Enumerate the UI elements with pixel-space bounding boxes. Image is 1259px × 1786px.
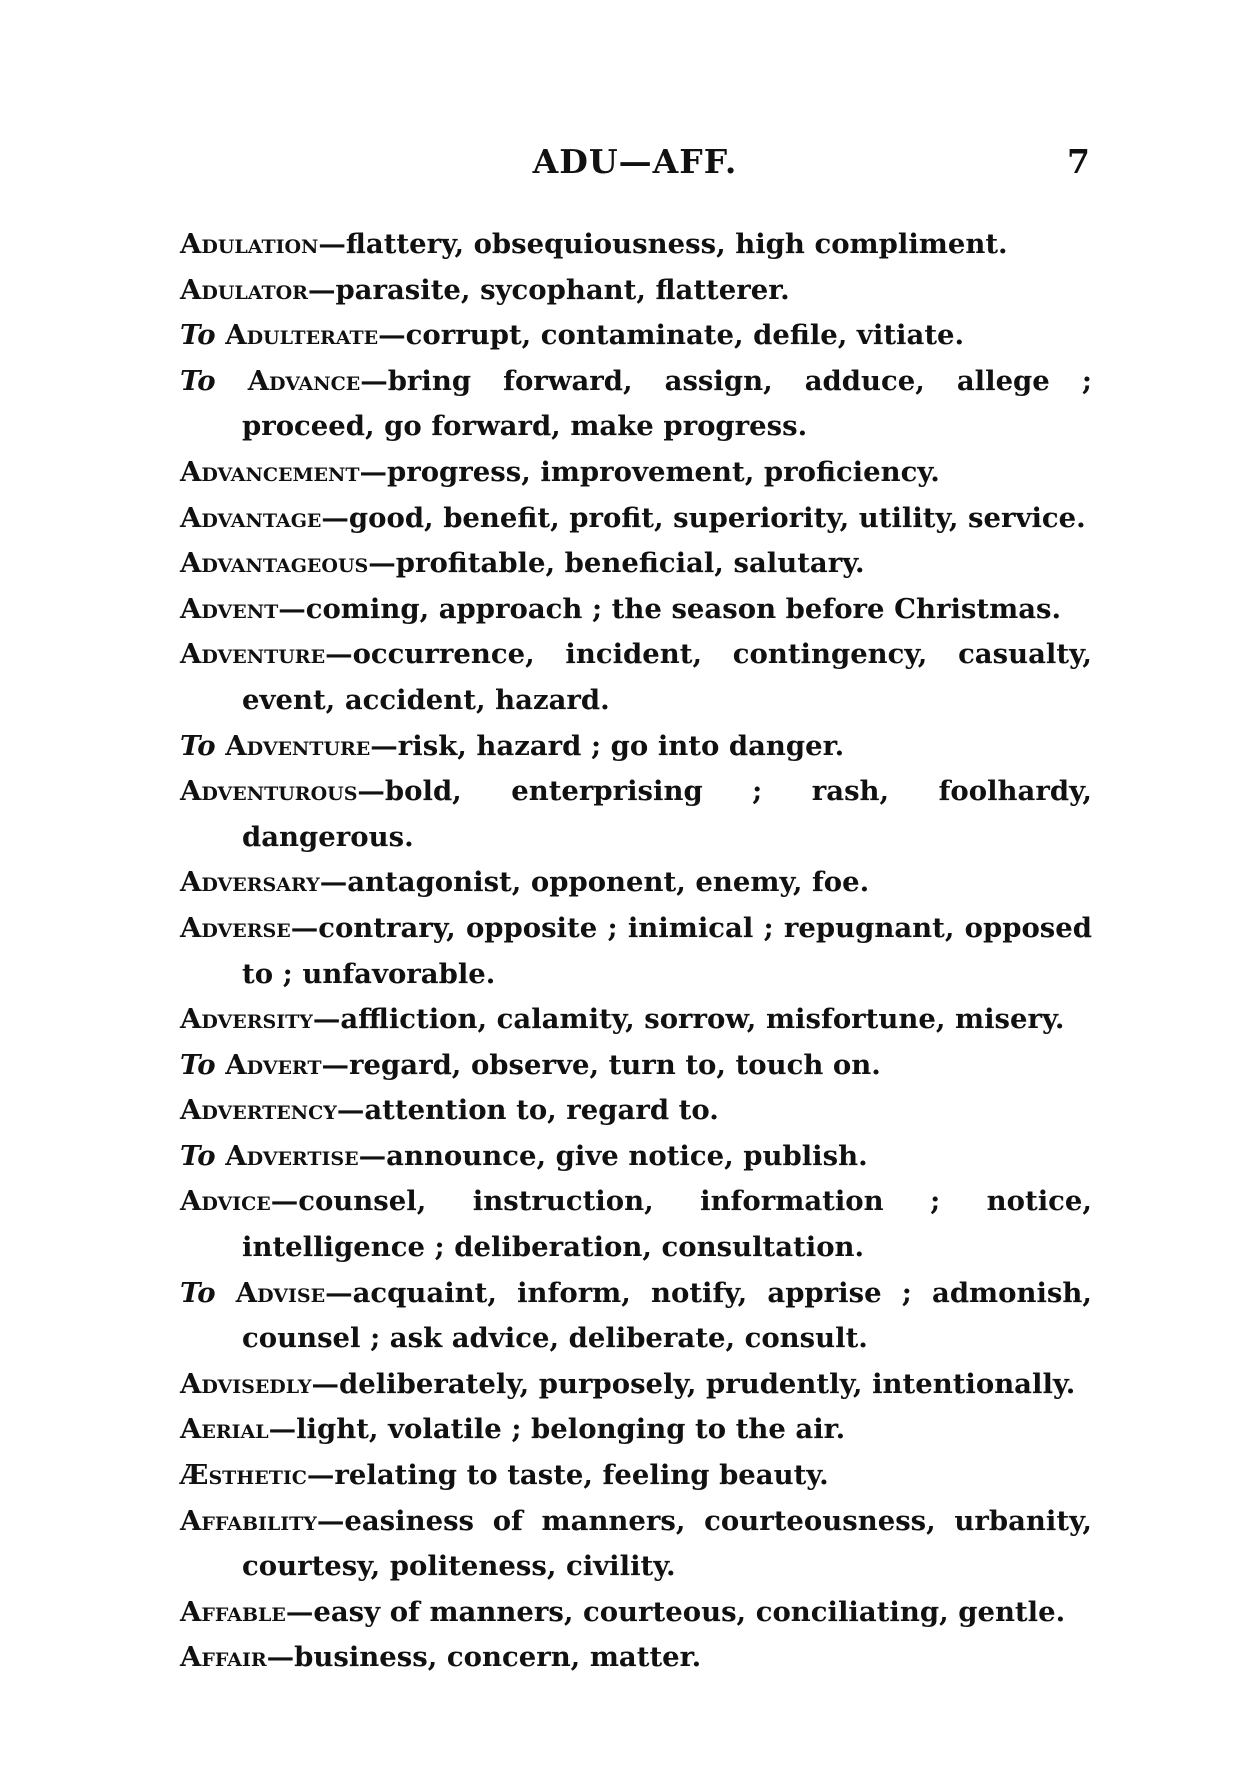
page-number: 7 — [1067, 142, 1090, 181]
entry-definition: —regard, observe, turn to, touch on. — [321, 1048, 881, 1081]
entry-definition: —corrupt, contaminate, defile, vitiate. — [378, 319, 965, 352]
entry-advance — [180, 359, 1092, 450]
entry-definition: —contrary, opposite ; inimical ; repugnant, opposed to ; unfavorable. — [242, 911, 1092, 990]
entry-advice — [180, 1179, 1092, 1270]
entry-headword: Advise — [235, 1276, 326, 1309]
entry-definition: —flattery, obsequiousness, high compliment. — [318, 228, 1008, 260]
entry-definition: —counsel, instruction, information ; notice, intelligence ; deliberation, consultation. — [242, 1185, 1092, 1264]
entry-definition: —easy of manners, courteous, conciliating, gentle. — [285, 1595, 1066, 1628]
entry-adulterate — [180, 313, 1092, 359]
entry-adulation — [180, 222, 1092, 268]
entry-headword: Adulterate — [225, 319, 379, 352]
entry-headword: Adventure — [180, 638, 326, 671]
entry-headword: Adventure — [225, 729, 371, 762]
entry-definition: —risk, hazard ; go into danger. — [370, 729, 845, 762]
entry-advertise — [180, 1134, 1092, 1180]
entry-advancement — [180, 450, 1092, 496]
entry-headword: Advice — [180, 1185, 271, 1218]
entry-advantage — [180, 496, 1092, 542]
entry-headword: Affable — [180, 1595, 286, 1628]
entry-headword: Advantage — [180, 501, 322, 534]
entry-definition: —progress, improvement, proficiency. — [359, 455, 940, 488]
entry-definition: —profitable, beneficial, salutary. — [368, 547, 865, 580]
entry-affair — [180, 1635, 1092, 1681]
entry-aerial — [180, 1407, 1092, 1453]
entry-adventurous — [180, 769, 1092, 860]
entry-adverse — [180, 906, 1092, 997]
entry-definition: —parasite, sycophant, flatterer. — [307, 273, 790, 306]
page-header — [180, 142, 1090, 192]
entry-affability — [180, 1499, 1092, 1590]
entry-definition: —antagonist, opponent, enemy, foe. — [319, 866, 870, 899]
entry-definition: —bold, enterprising ; rash, foolhardy, dangerous. — [242, 775, 1092, 853]
entry-adversary — [180, 860, 1092, 906]
entry-headword: Advance — [247, 364, 361, 397]
entry-definition: —occurrence, incident, contingency, casualty, event, accident, hazard. — [242, 638, 1092, 716]
entry-headword: Adulator — [180, 273, 308, 306]
entry-definition: —acquaint, inform, notify, apprise ; admonish, counsel ; ask advice, deliberate, consult. — [242, 1276, 1092, 1355]
entry-headword: Affair — [180, 1641, 267, 1674]
entry-headword: Advertency — [180, 1094, 337, 1127]
entry-definition: —relating to taste, feeling beauty. — [306, 1459, 829, 1492]
entry-prefix: To — [180, 1139, 226, 1172]
entry-definition: —announce, give notice, publish. — [358, 1139, 868, 1172]
entry-headword: Advisedly — [180, 1367, 312, 1400]
entry-headword: Advantageous — [180, 547, 369, 580]
entry-headword: Adversary — [180, 866, 320, 899]
entry-headword: Advert — [225, 1048, 322, 1081]
entry-prefix: To — [180, 319, 226, 352]
entry-adventure — [180, 632, 1092, 723]
entry-prefix: To — [180, 729, 226, 762]
entry-headword: Adventurous — [180, 775, 358, 808]
entry-advertency — [180, 1088, 1092, 1134]
entry-prefix: To — [180, 1276, 236, 1309]
entry-headword: Adverse — [180, 911, 291, 944]
entry-headword: Advancement — [180, 455, 360, 488]
entry-advise — [180, 1271, 1092, 1362]
entry-affable — [180, 1590, 1092, 1636]
entry-list — [180, 222, 1092, 1681]
entry-to-adventure — [180, 724, 1092, 770]
entry-headword: Affability — [180, 1504, 317, 1537]
entry-prefix: To — [180, 364, 248, 397]
entry-headword: Adversity — [180, 1003, 313, 1036]
entry-headword: Adulation — [180, 228, 319, 260]
entry-definition: —affliction, calamity, sorrow, misfortune, misery. — [312, 1003, 1065, 1036]
entry-headword: Advertise — [225, 1139, 359, 1172]
entry-definition: —bring forward, assign, adduce, allege ; proceed, go forward, make progress. — [242, 364, 1092, 443]
entry-adversity — [180, 997, 1092, 1043]
entry-advert — [180, 1043, 1092, 1089]
entry-definition: —coming, approach ; the season before Christmas. — [278, 592, 1062, 625]
entry-definition: —attention to, regard to. — [336, 1094, 719, 1127]
entry-definition: —business, concern, matter. — [266, 1641, 702, 1674]
running-head: ADU—AFF. — [532, 142, 738, 181]
entry-headword: Aerial — [180, 1413, 269, 1446]
entry-prefix: To — [180, 1048, 226, 1081]
entry-definition: —good, benefit, profit, superiority, utility, service. — [321, 501, 1086, 534]
entry-advent — [180, 587, 1092, 633]
entry-definition: —light, volatile ; belonging to the air. — [268, 1413, 846, 1446]
entry-advantageous — [180, 541, 1092, 587]
entry-aesthetic — [180, 1453, 1092, 1499]
entry-definition: —easiness of manners, courteousness, urbanity, courtesy, politeness, civility. — [242, 1504, 1092, 1583]
entry-adulator — [180, 268, 1092, 314]
entry-advisedly — [180, 1362, 1092, 1408]
entry-headword: Æsthetic — [180, 1459, 307, 1492]
entry-headword: Advent — [180, 592, 279, 625]
entry-definition: —deliberately, purposely, prudently, intentionally. — [311, 1367, 1076, 1400]
